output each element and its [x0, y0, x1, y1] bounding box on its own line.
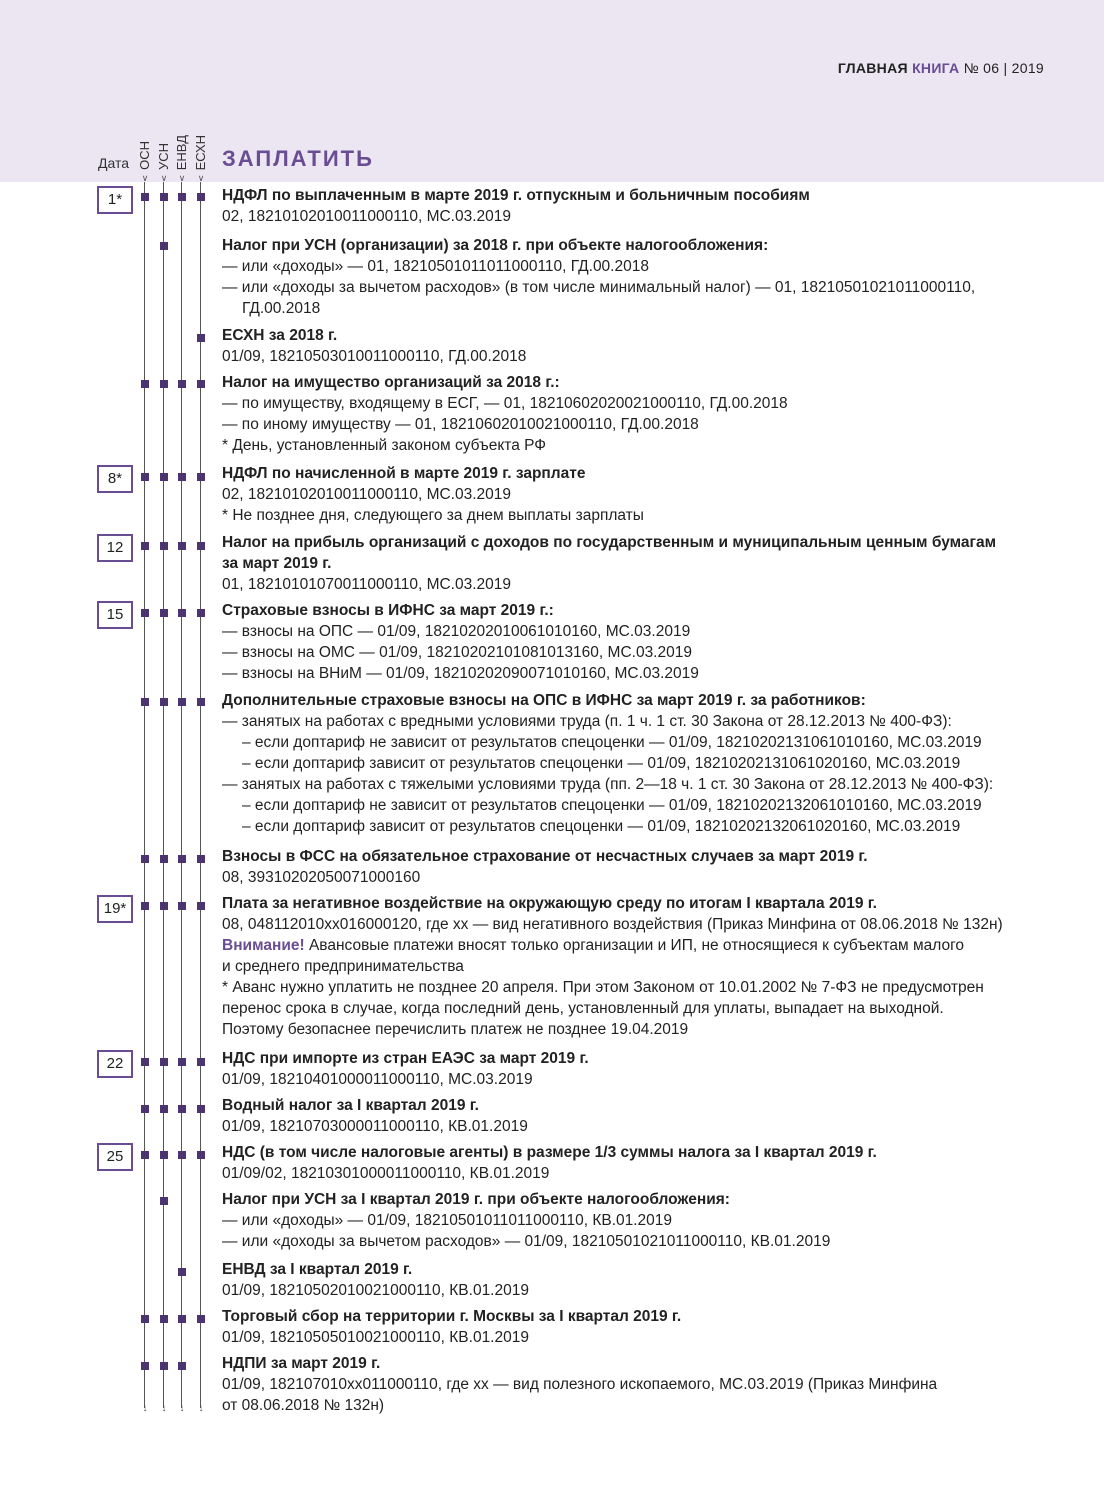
- date-box: 25: [97, 1143, 133, 1171]
- payment-entry: [222, 1095, 1052, 1137]
- regime-marker: [160, 1151, 168, 1159]
- entry-title: Налог при УСН за I квартал 2019 г. при объекте налогообложения:: [222, 1191, 730, 1208]
- date-box: 19*: [97, 895, 133, 923]
- entry-line: — или «доходы за вычетом расходов» — 01/09, 18210501021011000110, КВ.01.2019: [222, 1233, 831, 1250]
- entry-line: 01/09, 182107010хх011000110, где хх — вид полезного ископаемого, МС.03.2019 (Приказ Минфина: [222, 1376, 938, 1393]
- regime-marker: [178, 473, 186, 481]
- regime-marker: [178, 609, 186, 617]
- regime-marker: [178, 1058, 186, 1066]
- payment-entry: [222, 1048, 1052, 1090]
- regime-marker: [197, 380, 205, 388]
- payment-entry: [222, 1306, 1052, 1348]
- entry-title: ЕНВД за I квартал 2019 г.: [222, 1261, 413, 1278]
- entry-title: ЕСХН за 2018 г.: [222, 327, 338, 344]
- regime-marker: [160, 902, 168, 910]
- entry-title: Взносы в ФСС на обязательное страхование от несчастных случаев за март 2019 г.: [222, 848, 868, 865]
- entry-line: 08, 048112010хх016000120, где хх — вид негативного воздействия (Приказ Минфина от 08.06.2018 № 132н): [222, 916, 1003, 933]
- regime-marker: [178, 902, 186, 910]
- entry-title: НДПИ за март 2019 г.: [222, 1355, 381, 1372]
- entry-title: Водный налог за I квартал 2019 г.: [222, 1097, 479, 1114]
- regime-marker: [178, 193, 186, 201]
- entry-line: и среднего предпринимательства: [222, 958, 464, 975]
- entry-title: Налог на имущество организаций за 2018 г.:: [222, 374, 560, 391]
- entry-line: 01/09, 18210502010021000110, КВ.01.2019: [222, 1282, 529, 1299]
- regime-marker: [197, 1315, 205, 1323]
- entry-line: — по имуществу, входящему в ЕСГ, — 01, 18210602020021000110, ГД.00.2018: [222, 395, 788, 412]
- regime-marker: [160, 1315, 168, 1323]
- date-box: 22: [97, 1050, 133, 1078]
- regime-marker: [197, 334, 205, 342]
- entry-line: — взносы на ОПС — 01/09, 18210202010061010160, МС.03.2019: [222, 623, 691, 640]
- regime-marker: [197, 542, 205, 550]
- column-header: [0, 0, 1104, 182]
- chevron-down-icon: ∨: [160, 173, 168, 183]
- entry-line: 08, 39310202050071000160: [222, 869, 421, 886]
- regime-marker: [160, 542, 168, 550]
- masthead-issue: № 06 | 2019: [963, 60, 1044, 76]
- warning-label: Внимание!: [222, 937, 305, 954]
- payment-entry: [222, 325, 1052, 367]
- regime-marker: [197, 855, 205, 863]
- entry-title: Налог при УСН (организации) за 2018 г. при объекте налогообложения:: [222, 237, 769, 254]
- entry-line: — взносы на ОМС — 01/09, 18210202101081013160, МС.03.2019: [222, 644, 692, 661]
- entry-footnote: Поэтому безопаснее перечислить платеж не позднее 19.04.2019: [222, 1021, 689, 1038]
- regime-marker: [178, 380, 186, 388]
- entry-title: Торговый сбор на территории г. Москвы за I квартал 2019 г.: [222, 1308, 682, 1325]
- section-title: ЗАПЛАТИТЬ: [222, 146, 374, 171]
- entry-footnote: * Аванс нужно уплатить не позднее 20 апреля. При этом Законом от 10.01.2002 № 7-ФЗ не предусмотрен: [222, 979, 984, 996]
- regime-marker: [141, 609, 149, 617]
- entry-line: 01/09, 18210703000011000110, КВ.01.2019: [222, 1118, 528, 1135]
- regime-marker: [141, 1315, 149, 1323]
- entry-line: 02, 18210102010011000110, МС.03.2019: [222, 208, 512, 225]
- payment-entry: [222, 846, 1052, 888]
- entry-footnote: * Не позднее дня, следующего за днем выплаты зарплаты: [222, 507, 644, 524]
- masthead-accent: КНИГА: [912, 60, 960, 76]
- regime-marker: [178, 542, 186, 550]
- regime-marker: [141, 473, 149, 481]
- regime-marker: [178, 1105, 186, 1113]
- entry-line: 01/09, 18210401000011000110, МС.03.2019: [222, 1071, 533, 1088]
- date-box: 12: [97, 534, 133, 562]
- date-box: 8*: [97, 465, 133, 493]
- payment-entry: [222, 532, 1052, 595]
- regime-marker: [178, 1151, 186, 1159]
- entry-title: НДС при импорте из стран ЕАЭС за март 2019 г.: [222, 1050, 589, 1067]
- regime-label-usn: УСН: [156, 142, 171, 170]
- entry-line: ГД.00.2018: [242, 300, 321, 317]
- entry-line: 01/09/02, 18210301000011000110, КВ.01.2019: [222, 1165, 550, 1182]
- payment-entry: [222, 600, 1052, 684]
- arrow-down-icon: ↓: [179, 1403, 185, 1414]
- entry-line: — или «доходы за вычетом расходов» (в том числе минимальный налог) — 01, 18210501021011000110,: [222, 279, 976, 296]
- regime-marker: [178, 698, 186, 706]
- regime-marker: [178, 855, 186, 863]
- timeline-line-eshn: [200, 182, 201, 1408]
- payment-entry: [222, 1142, 1052, 1184]
- payment-entry: [222, 1259, 1052, 1301]
- regime-marker: [178, 1315, 186, 1323]
- payment-entry: [222, 235, 1052, 319]
- regime-label-osn: ОСН: [137, 141, 152, 170]
- regime-marker: [197, 1058, 205, 1066]
- regime-marker: [197, 698, 205, 706]
- entry-line: 01/09, 18210505010021000110, КВ.01.2019: [222, 1329, 529, 1346]
- chevron-down-icon: ∨: [178, 173, 186, 183]
- regime-marker: [178, 1362, 186, 1370]
- payment-entry: [222, 372, 1052, 456]
- timeline-line-usn: [163, 182, 164, 1408]
- date-box: 15: [97, 601, 133, 629]
- regime-marker: [197, 473, 205, 481]
- regime-marker: [160, 1105, 168, 1113]
- timeline-line-osn: [144, 182, 145, 1408]
- regime-marker: [197, 902, 205, 910]
- date-column-label: Дата: [98, 155, 130, 171]
- arrow-down-icon: ↓: [142, 1403, 148, 1414]
- entry-line: 01/09, 18210503010011000110, ГД.00.2018: [222, 348, 527, 365]
- regime-marker: [141, 1105, 149, 1113]
- entry-footnote: * День, установленный законом субъекта РФ: [222, 437, 547, 454]
- entry-line: 01, 18210101070011000110, МС.03.2019: [222, 576, 512, 593]
- payment-entry: [222, 893, 1052, 1040]
- entry-line: – если доптариф зависит от результатов спецоценки — 01/09, 18210202132061020160, МС.03.2019: [242, 818, 961, 835]
- payment-entry: [222, 1189, 1052, 1252]
- entry-title: Страховые взносы в ИФНС за март 2019 г.:: [222, 602, 554, 619]
- timeline-line-envd: [181, 182, 182, 1408]
- entry-line: — по иному имуществу — 01, 18210602010021000110, ГД.00.2018: [222, 416, 699, 433]
- regime-marker: [197, 193, 205, 201]
- regime-marker: [141, 1362, 149, 1370]
- entry-title: НДФЛ по выплаченным в марте 2019 г. отпускным и больничным пособиям: [222, 187, 810, 204]
- entry-line: – если доптариф зависит от результатов спецоценки — 01/09, 18210202131061020160, МС.03.2019: [242, 755, 961, 772]
- entry-line: — занятых на работах с тяжелыми условиями труда (пп. 2—18 ч. 1 ст. 30 Закона от 28.12.2013 № 400-ФЗ):: [222, 776, 994, 793]
- regime-marker: [141, 1151, 149, 1159]
- regime-marker: [197, 1105, 205, 1113]
- regime-marker: [160, 698, 168, 706]
- entry-title: НДС (в том числе налоговые агенты) в размере 1/3 суммы налога за I квартал 2019 г.: [222, 1144, 877, 1161]
- masthead-title: ГЛАВНАЯ: [837, 60, 908, 76]
- regime-marker: [160, 380, 168, 388]
- entry-title: НДФЛ по начисленной в марте 2019 г. зарплате: [222, 465, 586, 482]
- entry-line: — или «доходы» — 01, 18210501011011000110, ГД.00.2018: [222, 258, 649, 275]
- regime-marker: [160, 855, 168, 863]
- chevron-down-icon: ∨: [141, 173, 149, 183]
- payment-entry: [222, 463, 1052, 526]
- entry-line: 02, 18210102010011000110, МС.03.2019: [222, 486, 512, 503]
- regime-marker: [178, 1268, 186, 1276]
- regime-marker: [197, 609, 205, 617]
- regime-label-envd: ЕНВД: [174, 134, 189, 170]
- regime-marker: [160, 473, 168, 481]
- arrow-down-icon: ↓: [198, 1403, 204, 1414]
- entry-title: Плата за негативное воздействие на окружающую среду по итогам I квартала 2019 г.: [222, 895, 877, 912]
- entry-warning: [222, 935, 1052, 956]
- entry-title: Налог на прибыль организаций с доходов по государственным и муниципальным ценным бумагам: [222, 534, 997, 551]
- entry-line: – если доптариф не зависит от результатов спецоценки — 01/09, 18210202132061010160, МС.03.2019: [242, 797, 982, 814]
- arrow-down-icon: ↓: [161, 1403, 167, 1414]
- regime-label-eshn: ЕСХН: [193, 134, 208, 170]
- regime-marker: [197, 1151, 205, 1159]
- chevron-down-icon: ∨: [197, 173, 205, 183]
- regime-marker: [141, 902, 149, 910]
- entry-line: — взносы на ВНиМ — 01/09, 18210202090071010160, МС.03.2019: [222, 665, 699, 682]
- regime-marker: [141, 193, 149, 201]
- entry-line: — или «доходы» — 01/09, 18210501011011000110, КВ.01.2019: [222, 1212, 673, 1229]
- regime-marker: [160, 1058, 168, 1066]
- entry-line: — занятых на работах с вредными условиями труда (п. 1 ч. 1 ст. 30 Закона от 28.12.2013 № 400-ФЗ):: [222, 713, 952, 730]
- entry-line: от 08.06.2018 № 132н): [222, 1397, 385, 1414]
- entry-title-cont: за март 2019 г.: [222, 555, 332, 572]
- entry-line: – если доптариф не зависит от результатов спецоценки — 01/09, 18210202131061010160, МС.03.2019: [242, 734, 982, 751]
- regime-marker: [141, 380, 149, 388]
- entry-footnote: перенос срока в случае, когда последний день, установленный для уплаты, выпадает на выходной.: [222, 1000, 944, 1017]
- payment-entry: [222, 185, 1052, 227]
- regime-marker: [141, 698, 149, 706]
- regime-marker: [160, 242, 168, 250]
- warning-text: Авансовые платежи вносят только организации и ИП, не относящиеся к субъектам малого: [304, 937, 965, 954]
- regime-marker: [141, 855, 149, 863]
- regime-marker: [141, 1058, 149, 1066]
- regime-marker: [141, 542, 149, 550]
- regime-marker: [160, 1197, 168, 1205]
- payment-entry: [222, 1353, 1052, 1416]
- regime-marker: [160, 609, 168, 617]
- entry-title: Дополнительные страховые взносы на ОПС в ИФНС за март 2019 г. за работников:: [222, 692, 866, 709]
- regime-marker: [160, 1362, 168, 1370]
- payment-entry: [222, 690, 1052, 837]
- regime-marker: [160, 193, 168, 201]
- date-box: 1*: [97, 186, 133, 214]
